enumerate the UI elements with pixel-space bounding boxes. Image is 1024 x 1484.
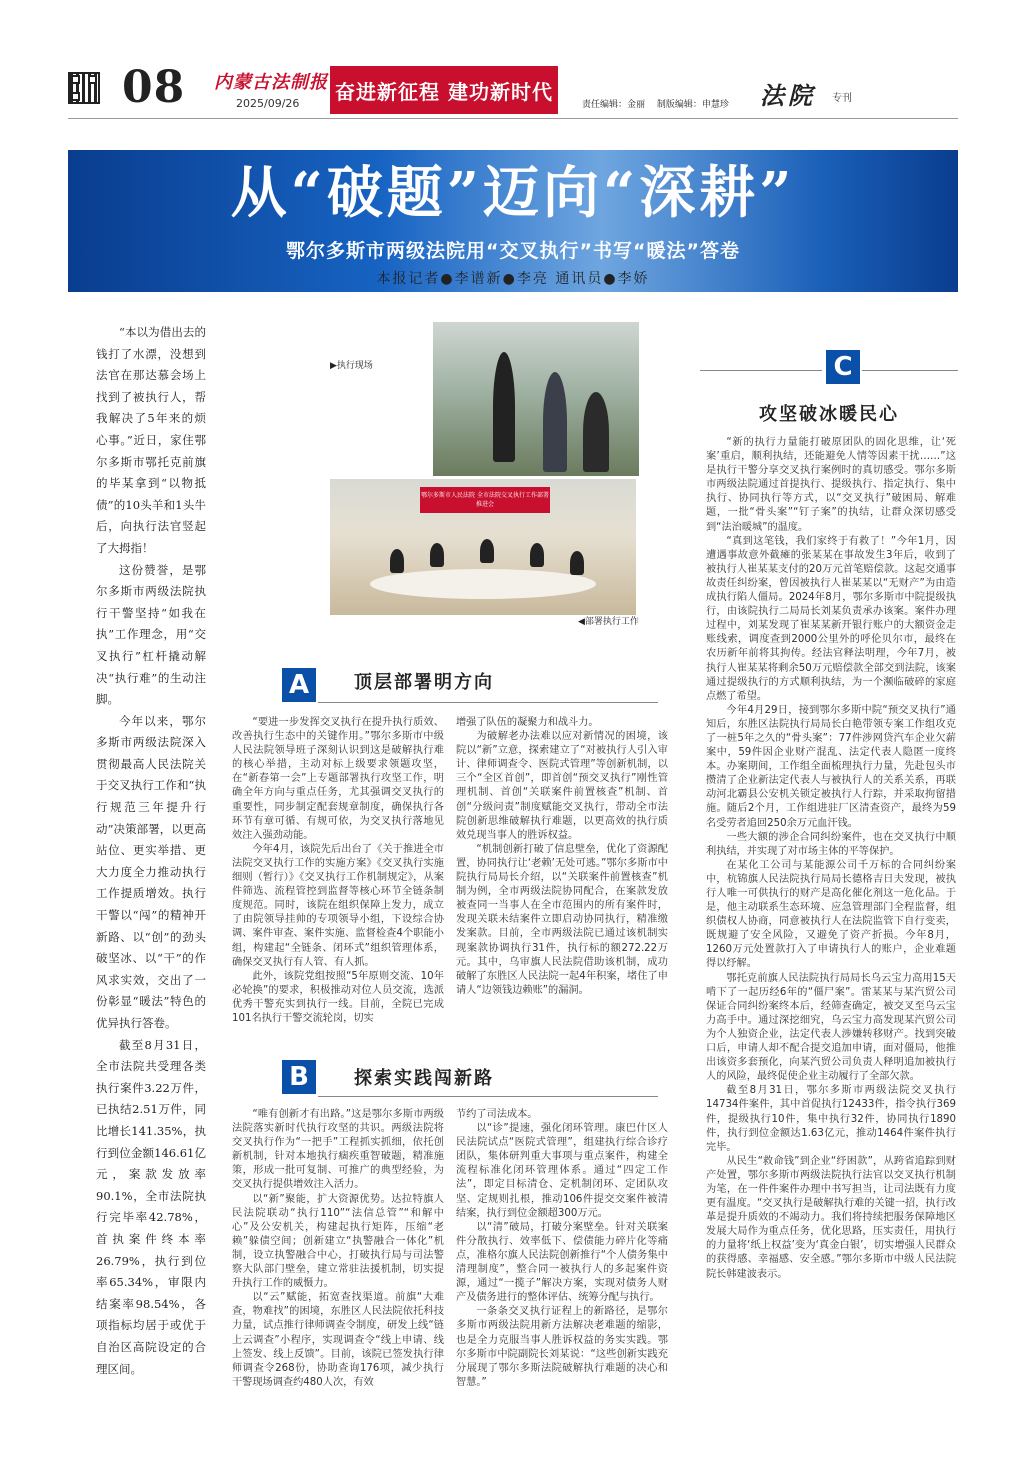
body-paragraph: 鄂托克前旗人民法院执行局局长乌云宝力高用15天啃下了一起历经6年的“僵尸案”。雷某某与某汽贸公司保证合同纠纷案终本后，经筛查确定，被交叉至乌云宝力高手中。通过深挖细究，乌云宝力高发现某汽贸公司为个人独资企业，法定代表人涉嫌转移财产。找到突破口后，申请人却不配合提交追加申请，面对僵局，他推出该资多套预化，向某汽贸公司负责人释明追加被执行人的风险，最终促使企业主动履行了全部欠款。 (706, 972, 956, 1083)
page-number: 08 (122, 62, 186, 113)
section-name: 法院 (760, 81, 816, 110)
article-title: 从“破题”迈向“深耕” (230, 160, 796, 226)
section-c-heading: 攻坚破冰暖民心 (759, 404, 899, 425)
body-paragraph: 此外，该院党组按照“5年原则交流、10年必轮换”的要求，积极推动对位人员交流，选派优秀干警充实到执行一线。目前，全院已完成101名执行干警交流轮岗，切实 (232, 970, 444, 1024)
body-paragraph: 为破解老办法难以应对新情况的困境，该院以“新”立意，探索建立了“对被执行人引入审计、律师调查令、医院式管理”等创新机制，以三个“全区首创”，即首创“预交叉执行”刚性管理机制、首创“关联案件前置核查”机制、首创“分级问责”制度赋能交叉执行，带动全市法院创新思维破解执行难题，以更高效的执行质效兑现当事人的胜诉权益。 (456, 731, 668, 841)
body-paragraph: “机制创新打破了信息壁垒，优化了资源配置，协同执行让‘老赖’无处可逃。”鄂尔多斯市中院执行局局长介绍，以“关联案件前置核查”机制为例，全市两级法院协同配合，在案款发放被查同一当事人在全市范围内的所有案件时，发现关联未结案件立即启动协同执行，精准缴发案款。目前，全市两级法院已通过该机制实现案款协调执行31件，执行标的额272.22万元。其中，乌审旗人民法院借助该机制，成功破解了东胜区人民法院一起4年积案，堵住了申请人“边领钱边赖账”的漏洞。 (456, 843, 668, 996)
qr-code-icon (68, 72, 100, 104)
body-paragraph: 一条条交叉执行证程上的新路径，是鄂尔多斯市两级法院用新方法解决老难题的缩影，也是全力克服当事人胜诉权益的务实实践。鄂尔多斯市中院副院长刘某说：“这些创新实践充分展现了鄂尔多斯法院破解执行难题的决心和智慧。” (456, 1306, 668, 1388)
body-paragraph: 一些大额的涉企合同纠纷案件，也在交叉执行中顺利执结，并实现了对市场主体的平等保护。 (706, 831, 956, 857)
section-b-heading: 探索实践闯新路 (354, 1068, 494, 1089)
body-paragraph: 截至8月31日，鄂尔多斯市两级法院交叉执行14734件案件，其中首促执行12433件，指令执行369件，提级执行10件，集中执行32件，协同执行1890件，执行到位金额达1.63亿元，推动1464件案件执行完毕。 (706, 1085, 956, 1153)
body-paragraph: “唯有创新才有出路。”这是鄂尔多斯市两级法院落实新时代执行攻坚的共识。两级法院将交叉执行作为“一把手”工程抓实抓细，依托创新机制，针对本地执行痼疾重智破题，精准施策，形成一批可复制、可推广的典型经验，为交叉执行提供增效注入活力。 (232, 1109, 444, 1191)
photo-caption-top: ▶执行现场 (330, 361, 373, 371)
body-paragraph: 从民生“救命钱”到企业“纾困款”，从跨省追踪到财产处置，鄂尔多斯市两级法院执行法官以交叉执行机制为笔，在一件件案件办理中书写担当，让司法既有力度更有温度。“交叉执行是破解执行难的关键一招，执行改革是提升质效的不竭动力。我们将持续把服务保障地区发展大局作为重点任务，优化思路，压实责任，用执行的力量将‘纸上权益’变为‘真金白银’，切实增强人民群众的获得感、幸福感、安全感。”鄂尔多斯市中级人民法院院长韩建波表示。 (706, 1155, 956, 1280)
body-paragraph: “要进一步发挥交叉执行在提升执行质效、改善执行生态中的关键作用。”鄂尔多斯市中级人民法院领导班子深刻认识到这是破解执行难的核心举措，主动对标上级要求领题攻坚，在“新春第一会”上专题部署执行攻坚工作，明确全年方向与重点任务，尤其强调交叉执行的重要性，同步制定配套规章制度，确保执行各环节有章可循、有规可依，为交叉执行落地见效注入强劲动能。 (232, 717, 444, 841)
body-paragraph: 以“云”赋能，拓宽查找渠道。前旗“大难查，物难找”的困境，东胜区人民法院依托科技力量，试点推行律师调查令制度，研发上线“链上云调查”小程序，实现调查令“线上申请、线上签发、线上反馈”。目前，该院已签发执行律师调查令268份，协助查询176项，减少执行干警现场调查约480人次，有效 (232, 1292, 444, 1388)
section-b-column-1 (232, 1108, 444, 1390)
photo-caption-bottom: ◀部署执行工作 (578, 617, 639, 627)
intro-paragraph: “本以为借出去的钱打了水漂，没想到法官在那达慕会场上找到了被执行人，帮我解决了5年来的烦心事。”近日，家住鄂尔多斯市鄂托克前旗的毕某拿到“以物抵债”的10头羊和1头牛后，向执行法官竖起了大拇指！ (96, 325, 206, 555)
meeting-banner-text: 鄂尔多斯市人民法院 全市法院交叉执行工作部署推进会 (421, 492, 549, 508)
section-b-rule (318, 1096, 658, 1097)
section-c-badge: C (826, 350, 860, 384)
photo-enforcement-site (430, 322, 639, 476)
section-c-rule-right (862, 370, 958, 371)
section-a-rule (318, 702, 658, 703)
issue-date: 2025/09/26 (236, 97, 300, 110)
section-type: 专刊 (832, 93, 852, 104)
section-a-column-2 (456, 716, 668, 998)
intro-paragraph: 今年以来，鄂尔多斯市两级法院深入贯彻最高人民法院关于交叉执行工作和“执行规范三年提升行动”决策部署，以更高站位、更实举措、更大力度全力推动执行工作提质增效。执行干警以“闯”的精神开新路、以“创”的劲头破坚冰、以“干”的作风求实效，交出了一份彰显“暖法”特色的优异执行答卷。 (96, 713, 206, 1030)
section-a-column-1 (232, 716, 444, 1026)
section-a-badge: A (282, 668, 316, 702)
section-c-rule-left (700, 370, 822, 371)
body-paragraph: 节约了司法成本。 (456, 1109, 538, 1120)
photo-work-meeting (330, 476, 636, 615)
intro-paragraph: 这份赞誉，是鄂尔多斯市两级法院执行干警坚持“如我在执”工作理念，用“交叉执行”杠杆撬动解决“执行难”的生动注脚。 (96, 562, 206, 707)
body-paragraph: 今年4月，该院先后出台了《关于推进全市法院交叉执行工作的实施方案》《交叉执行实施细则（暂行）》《交叉执行工作机制规定》，从案件筛选、流程管控到监督等核心环节全链条制度规范。同时，该院在组织保障上发力，成立了由院领导挂帅的专项领导小组，下设综合协调、案件审查、案件实施、监督检查4个职能小组，构建起“全链条、闭环式”组织管理体系，确保交叉执行有人管、有人抓。 (232, 843, 444, 968)
section-c-column (706, 436, 956, 1282)
intro-column (96, 322, 206, 1380)
section-b-badge: B (282, 1060, 316, 1094)
article-byline: 本报记者●李谱新●李亮 通讯员●李娇 (376, 271, 650, 287)
section-a-heading: 顶层部署明方向 (354, 672, 494, 693)
editor-credits: 责任编辑：金丽 制版编辑：申慧珍 (582, 100, 729, 110)
body-paragraph: 以“新”聚能，扩大资源优势。达拉特旗人民法院联动“执行110”“法信总管”“和解中心”及公安机关，构建起执行矩阵，压缩“老赖”躲债空间；创新建立“执警融合一体化”机制，设立执警融合中心，打破执行局与司法警察大队部门壁垒，建立常驻法援机制，切实提升执行工作的威慑力。 (232, 1193, 444, 1290)
body-paragraph: 增强了队伍的凝聚力和战斗力。 (456, 717, 599, 728)
body-paragraph: 在某化工公司与某能源公司千万标的合同纠纷案中，杭锦旗人民法院执行局局长德格吉日夫发现，被执行人唯一可供执行的财产是高化催化剂这一危化品。于是，他主动联系生态环境、应急管理部门全程监督，组织债权人协商，同意被执行人在法院监管下自行变卖，既规避了安全风险，又避免了资产折损。今年8月，1260万元处置款打入了申请执行人的账户，企业难题得以纾解。 (706, 859, 956, 970)
body-paragraph: 今年4月29日，接到鄂尔多斯中院“预交叉执行”通知后，东胜区法院执行局局长白艳带领专案工作组攻克了一桩5年之久的“骨头案”：77件涉网贷汽车企业欠薪案中，59件因企业财产混乱、法定代表人隐匿一度终本。办案期间，工作组全面梳理执行力量，先赴包头市攒清了企业新法定代表人与被执行人的关系关系，再联动河北霸县公安机关锁定被执行人行踪，并采取拘留措施。随后2个月，工作组进驻厂区清查资产，最终为59名受劳者追回250余万元血汗钱。 (706, 704, 956, 829)
newspaper-logo: 内蒙古法制报 (214, 72, 328, 93)
section-b-column-2 (456, 1108, 668, 1390)
masthead-rule (68, 118, 958, 119)
body-paragraph: 以“清”破局，打破分案壁垒。针对关联案件分散执行、效率低下、偿债能力碎片化等痛点，准格尔旗人民法院创新推行“个人债务集中清理制度”，整合同一被执行人的多起案件资源，通过“一揽子”解决方案，实现对债务人财产及债务进行的整体评估、统筹分配与执行。 (456, 1221, 668, 1304)
body-paragraph: 以“诊”提速，强化闭环管理。康巴什区人民法院试点“医院式管理”，组建执行综合诊疗团队，集体研判重大事项与重点案件，构建全流程标准化闭环管理体系。通过“四定工作法”，即定目标清仓、定机制闭环、定团队攻坚、定规则扎根，推动106件提交交案件被清结案，执行到位金额超300万元。 (456, 1123, 668, 1219)
intro-paragraph: 截至8月31日，全市法院共受理各类执行案件3.22万件，已执结2.51万件，同比增长141.35%，执行到位金额146.61亿元，案款发放率90.1%，全市法院执行完毕率42.78%，首执案件终本率26.79%，执行到位率65.34%，审限内结案率98.54%，各项指标均居于或优于自治区高院设定的合理区间。 (96, 1037, 206, 1376)
body-paragraph: “新的执行力量能打破原团队的固化思维，让‘死案’重启，顺利执结，还能避免人情等因素干扰……”这是执行干警分享交叉执行案例时的真切感受。鄂尔多斯市两级法院通过首提执行、提级执行、指定执行、集中执行、协同执行等方式，以“交叉执行”破困局、解难题，一批“骨头案”“钉子案”的执结，让群众深切感受到“法治暖城”的温度。 (706, 437, 956, 533)
body-paragraph: “真到这笔钱，我们家终于有救了！”今年1月，因遭遇事故意外截瘫的张某某在事故发生3年后，收到了被执行人崔某某支付的20万元首笔赔偿款。这起交通事故责任纠纷案，曾因被执行人崔某某以“无财产”为由造成执行陷人僵局。2024年8月，鄂尔多斯市中院提级执行，由该院执行二局局长刘某负责承办该案。案件办理过程中，刘某发现了崔某某新开银行账户的大额资金走账线索，调度查到2000公里外的呼伦贝尔市，最终在农历新年前将其拘传。经法官释法明理，今年7月，被执行人崔某某将剩余50万元赔偿款全部交到法院，该案通过提级执行的方式顺利执结，为一个濒临破碎的家庭点燃了希望。 (706, 535, 956, 702)
article-subtitle: 鄂尔多斯市两级法院用“交叉执行”书写“暖法”答卷 (286, 240, 740, 262)
slogan-banner: 奋进新征程 建功新时代 (330, 66, 558, 114)
